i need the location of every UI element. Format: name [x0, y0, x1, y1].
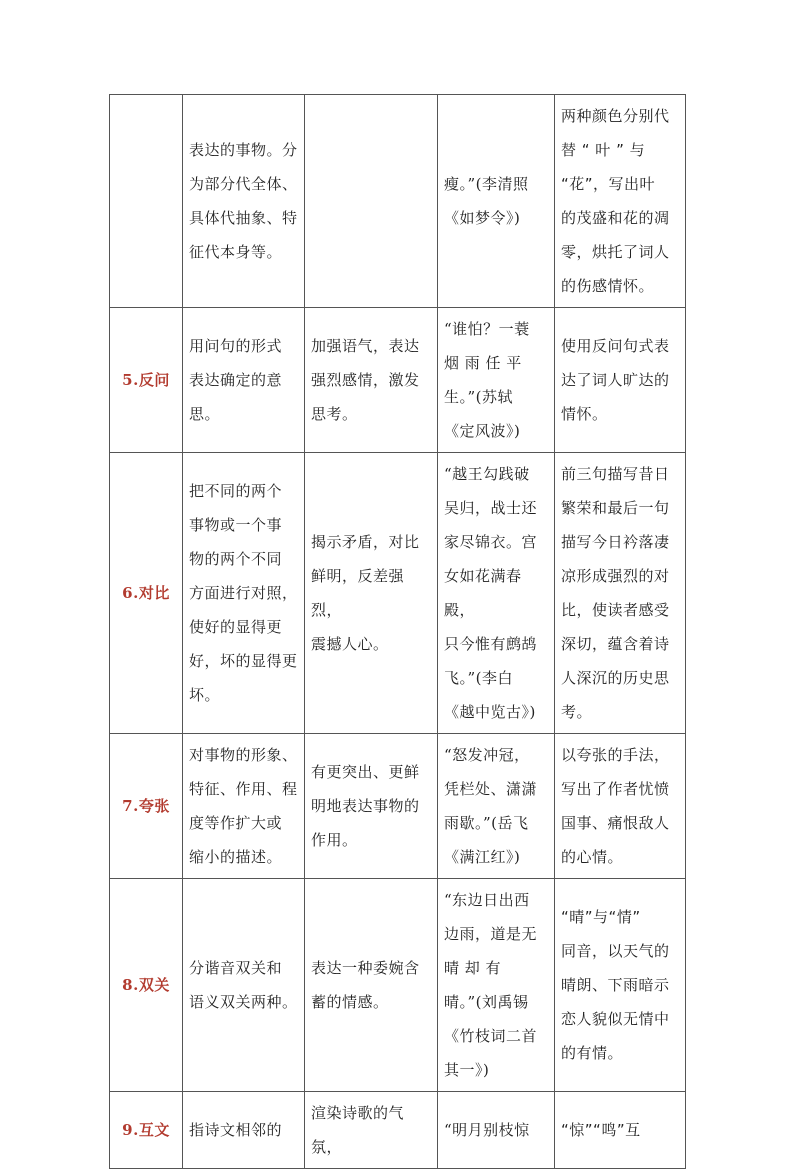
effect-cell: 渲染诗歌的气氛，	[305, 1092, 438, 1169]
example-cell: “明月别枝惊	[438, 1092, 555, 1169]
table-row	[110, 734, 686, 879]
device-name: 9.互文	[110, 1092, 183, 1169]
table-row	[110, 95, 686, 308]
table-row	[110, 879, 686, 1092]
definition-cell: 把不同的两个 事物或一个事 物的两个不同 方面进行对照， 使好的显得更 好，坏的显得更 坏。	[183, 453, 305, 734]
example-cell: “东边日出西 边雨，道是无 晴 却 有 晴。”(刘禹锡 《竹枝词二首 其一》)	[438, 879, 555, 1092]
analysis-cell: 前三句描写昔日 繁荣和最后一句 描写今日衿落凄 凉形成强烈的对 比，使读者感受 深切，蕴含着诗 人深沉的历史思 考。	[555, 453, 686, 734]
definition-cell: 表达的事物。分 为部分代全体、 具体代抽象、特 征代本身等。	[183, 95, 305, 308]
analysis-cell: 两种颜色分别代 替 “ 叶 ” 与 “花”，写出叶 的茂盛和花的凋 零，烘托了词人 的伤感情怀。	[555, 95, 686, 308]
analysis-cell: 以夸张的手法， 写出了作者忧愤 国事、痛恨敌人 的心情。	[555, 734, 686, 879]
analysis-cell: “惊”“鸣”互	[555, 1092, 686, 1169]
device-name: 7.夸张	[110, 734, 183, 879]
table-row	[110, 1092, 686, 1169]
example-cell: 瘦。”(李清照 《如梦令》)	[438, 95, 555, 308]
analysis-cell: “晴”与“情” 同音，以天气的 晴朗、下雨暗示 恋人貌似无情中 的有情。	[555, 879, 686, 1092]
effect-cell	[305, 95, 438, 308]
table-row	[110, 308, 686, 453]
device-name: 6.对比	[110, 453, 183, 734]
analysis-cell: 使用反问句式表 达了词人旷达的 情怀。	[555, 308, 686, 453]
example-cell: “谁怕？一蓑 烟 雨 任 平 生。”(苏轼 《定风波》)	[438, 308, 555, 453]
table-row	[110, 453, 686, 734]
definition-cell: 分谐音双关和 语义双关两种。	[183, 879, 305, 1092]
device-name	[110, 95, 183, 308]
effect-cell: 表达一种委婉含 蓄的情感。	[305, 879, 438, 1092]
rhetoric-table	[109, 94, 686, 1169]
definition-cell: 用问句的形式 表达确定的意 思。	[183, 308, 305, 453]
example-cell: “越王勾践破 吴归，战士还 家尽锦衣。宫 女如花满春殿， 只今惟有鹧鸪 飞。”(李白 《越中览古》)	[438, 453, 555, 734]
definition-cell: 指诗文相邻的	[183, 1092, 305, 1169]
effect-cell: 有更突出、更鲜 明地表达事物的 作用。	[305, 734, 438, 879]
effect-cell: 揭示矛盾，对比 鲜明，反差强烈， 震撼人心。	[305, 453, 438, 734]
effect-cell: 加强语气，表达 强烈感情，激发 思考。	[305, 308, 438, 453]
example-cell: “怒发冲冠， 凭栏处、潇潇 雨歇。”(岳飞 《满江红》)	[438, 734, 555, 879]
device-name: 8.双关	[110, 879, 183, 1092]
definition-cell: 对事物的形象、 特征、作用、程 度等作扩大或 缩小的描述。	[183, 734, 305, 879]
device-name: 5.反问	[110, 308, 183, 453]
